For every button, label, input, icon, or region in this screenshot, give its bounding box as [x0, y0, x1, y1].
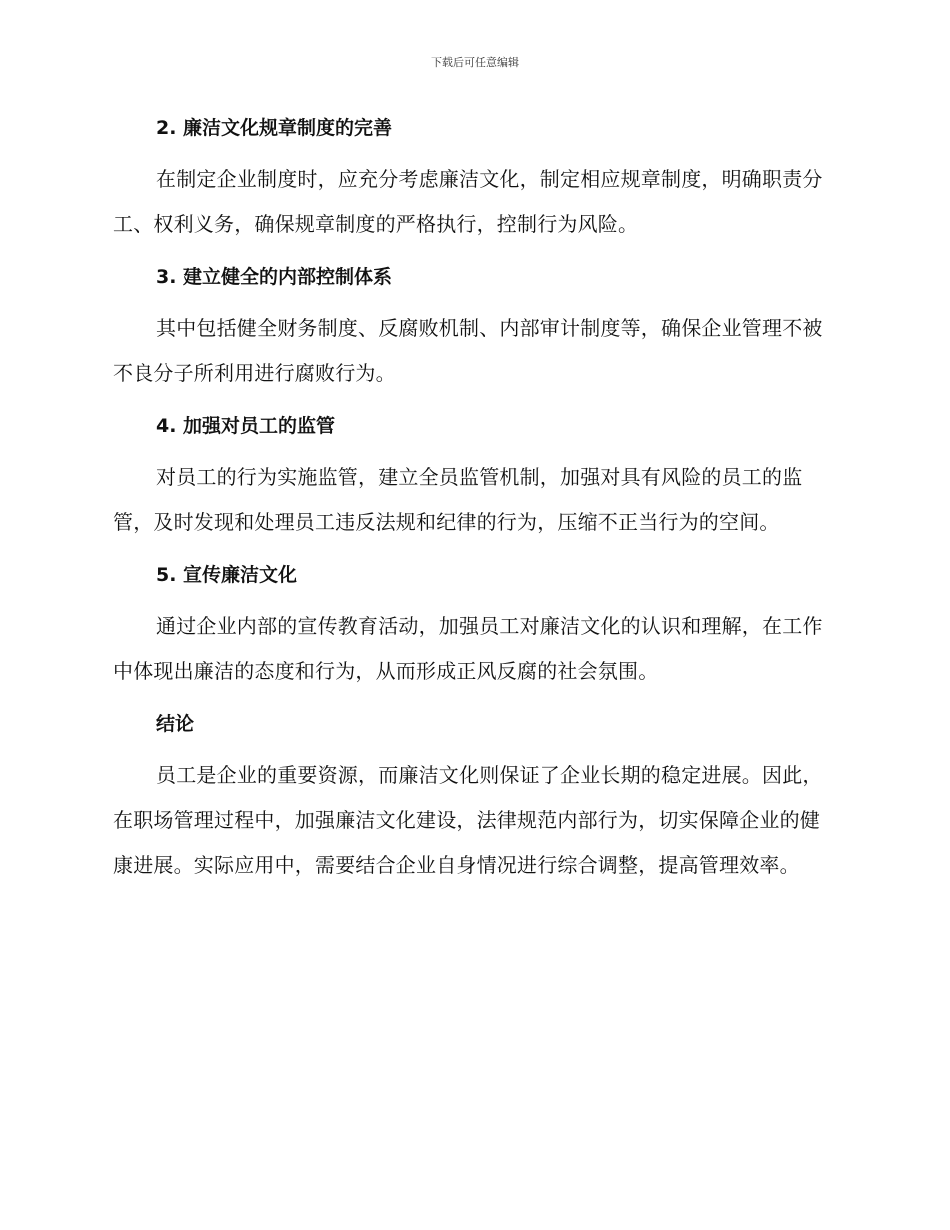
section-paragraph: 在制定企业制度时，应充分考虑廉洁文化，制定相应规章制度，明确职责分工、权利义务，确保规章制度的严格执行，控制行为风险。 — [113, 167, 823, 236]
section-heading: 5. 宣传廉洁文化 — [156, 564, 298, 586]
conclusion-paragraph: 员工是企业的重要资源，而廉洁文化则保证了企业长期的稳定进展。因此，在职场管理过程中，加强廉洁文化建设，法律规范内部行为，切实保障企业的健康进展。实际应用中，需要结合企业自身情况进行综合调整，提高管理效率。 — [113, 763, 823, 877]
section-heading: 4. 加强对员工的监管 — [156, 415, 336, 437]
section-heading: 3. 建立健全的内部控制体系 — [156, 266, 393, 288]
document-body — [113, 112, 835, 888]
section-paragraph: 通过企业内部的宣传教育活动，加强员工对廉洁文化的认识和理解，在工作中体现出廉洁的态度和行为，从而形成正风反腐的社会氛围。 — [113, 614, 823, 683]
conclusion-heading: 结论 — [156, 713, 195, 735]
section-heading: 2. 廉洁文化规章制度的完善 — [156, 117, 393, 139]
section-paragraph: 对员工的行为实施监管，建立全员监管机制，加强对具有风险的员工的监管，及时发现和处理员工违反法规和纪律的行为，压缩不正当行为的空间。 — [113, 465, 803, 534]
page-header-note: 下载后可任意编辑 — [431, 56, 519, 69]
section-paragraph: 其中包括健全财务制度、反腐败机制、内部审计制度等，确保企业管理不被不良分子所利用进行腐败行为。 — [113, 316, 823, 385]
